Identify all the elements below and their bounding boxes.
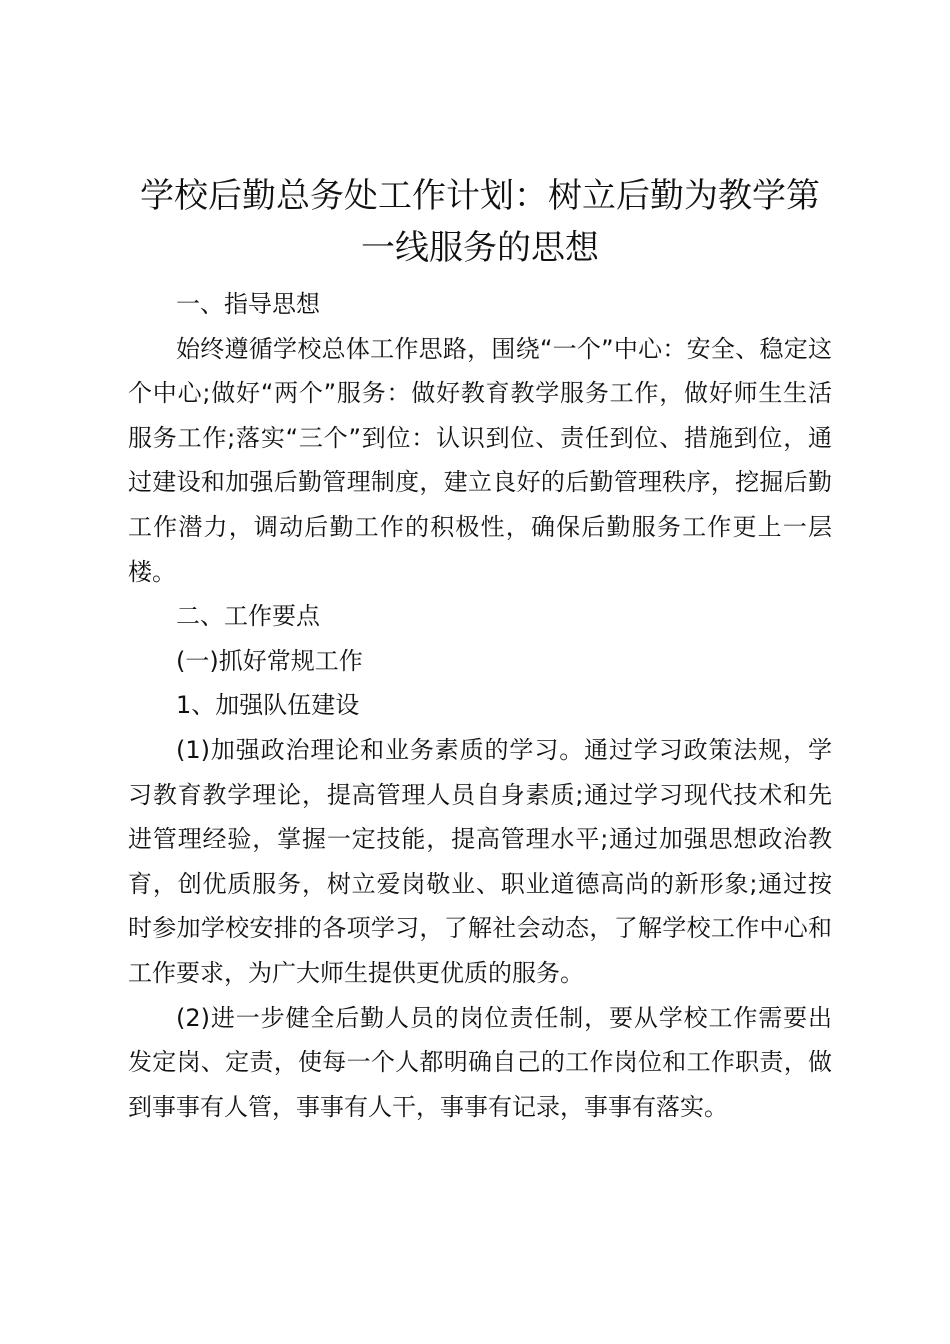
document-page [128,170,832,1129]
document-title: 学校后勤总务处工作计划：树立后勤为教学第一线服务的思想 [140,176,820,268]
paragraph-responsibility-system: (2)进一步健全后勤人员的岗位责任制，要从学校工作需要出发定岗、定责，使每一个人都明确自己的工作岗位和工作职责，做到事事有人管，事事有人干，事事有记录，事事有落实。 [128,1003,832,1121]
item-heading-team-building: 1、加强队伍建设 [176,691,360,720]
section-heading-work-points: 二、工作要点 [176,602,320,631]
paragraph-guiding-ideology: 始终遵循学校总体工作思路，围绕“一个”中心：安全、稳定这个中心;做好“两个”服务：做好教育教学服务工作，做好师生生活服务工作;落实“三个”到位：认识到位、责任到位、措施到位，通过建设和加强后勤管理制度，建立良好的后勤管理秩序，挖掘后勤工作潜力，调动后勤工作的积极性，确保后勤服务工作更上一层楼。 [128,334,832,586]
subsection-heading-routine-work: (一)抓好常规工作 [176,646,363,675]
paragraph-study: (1)加强政治理论和业务素质的学习。通过学习政策法规，学习教育教学理论，提高管理人员自身素质;通过学习现代技术和先进管理经验，掌握一定技能，提高管理水平;通过加强思想政治教育，创优质服务，树立爱岗敬业、职业道德高尚的新形象;通过按时参加学校安排的各项学习，了解社会动态，了解学校工作中心和工作要求，为广大师生提供更优质的服务。 [128,735,832,987]
section-heading-guiding-ideology: 一、指导思想 [176,290,320,318]
